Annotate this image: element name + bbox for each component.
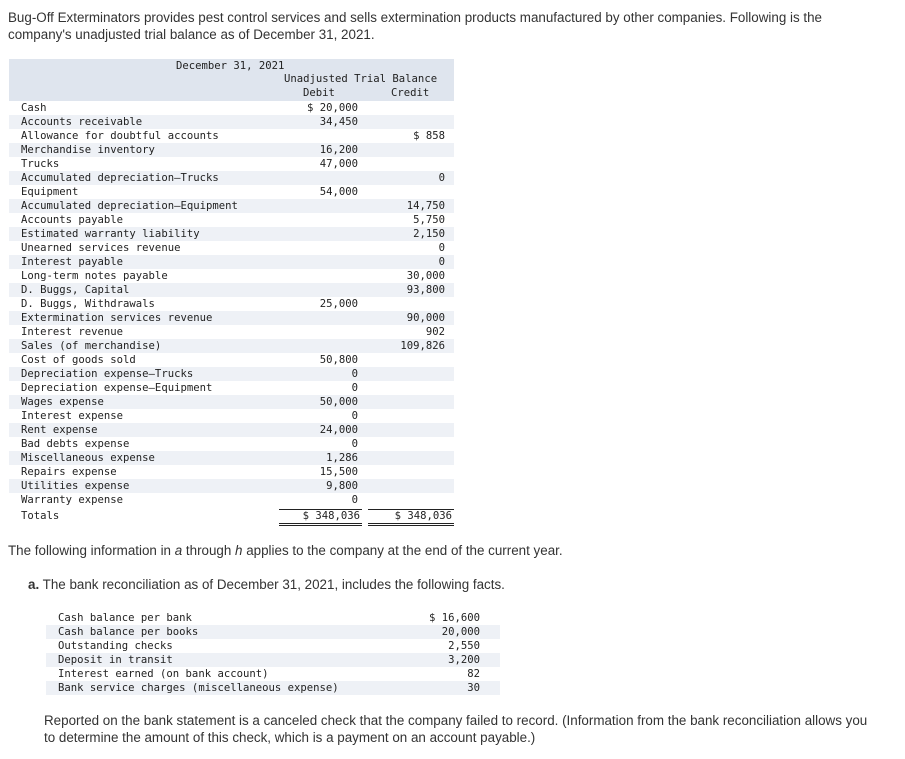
table-row bbox=[9, 199, 454, 213]
list-item bbox=[46, 681, 500, 695]
account-name: Merchandise inventory bbox=[21, 144, 155, 156]
bank-reconciliation-table bbox=[46, 611, 500, 695]
part-a-text: The bank reconciliation as of December 31, 2021, includes the following facts. bbox=[39, 577, 505, 592]
totals-credit: $ 348,036 bbox=[368, 509, 454, 526]
trial-balance-table bbox=[9, 59, 454, 525]
debit-amount: 50,000 bbox=[319, 396, 358, 408]
account-name: Utilities expense bbox=[21, 480, 130, 492]
credit-amount: 30,000 bbox=[406, 270, 445, 282]
closing-paragraph: Reported on the bank statement is a canceled check that the company failed to record. (Information from the bank reconciliation allows you to determine the amount of this check, which is a payment on an account payable.) bbox=[44, 713, 868, 745]
recon-amount: 3,200 bbox=[448, 654, 480, 666]
info-h: h bbox=[235, 543, 243, 558]
credit-amount: 14,750 bbox=[406, 200, 445, 212]
trial-balance-rows bbox=[9, 101, 454, 507]
recon-label: Interest earned (on bank account) bbox=[58, 668, 269, 680]
table-row bbox=[9, 409, 454, 423]
debit-amount: 16,200 bbox=[319, 144, 358, 156]
recon-label: Deposit in transit bbox=[58, 654, 173, 666]
list-item bbox=[46, 611, 500, 625]
table-row bbox=[9, 269, 454, 283]
part-a-label: a. bbox=[28, 577, 40, 592]
table-row bbox=[9, 493, 454, 507]
account-name: Extermination services revenue bbox=[21, 312, 213, 324]
totals-row bbox=[9, 508, 454, 525]
debit-amount: 54,000 bbox=[319, 186, 358, 198]
part-a-heading bbox=[28, 577, 505, 592]
credit-amount: 902 bbox=[425, 326, 445, 338]
table-row bbox=[9, 129, 454, 143]
trial-balance-title: Unadjusted Trial Balance bbox=[284, 73, 438, 85]
debit-amount: 0 bbox=[351, 368, 358, 380]
credit-amount: $ 858 bbox=[413, 130, 445, 142]
credit-amount: 5,750 bbox=[413, 214, 445, 226]
credit-amount: 2,150 bbox=[413, 228, 445, 240]
table-row bbox=[9, 423, 454, 437]
table-row bbox=[9, 227, 454, 241]
table-row bbox=[9, 115, 454, 129]
totals-label: Totals bbox=[21, 510, 60, 522]
debit-amount: 50,800 bbox=[319, 354, 358, 366]
credit-amount: 0 bbox=[438, 256, 445, 268]
debit-amount: 25,000 bbox=[319, 298, 358, 310]
recon-amount: $ 16,600 bbox=[428, 612, 480, 624]
account-name: Sales (of merchandise) bbox=[21, 340, 162, 352]
table-row bbox=[9, 241, 454, 255]
credit-amount: 0 bbox=[438, 172, 445, 184]
account-name: Equipment bbox=[21, 186, 79, 198]
table-row bbox=[9, 297, 454, 311]
info-sentence bbox=[8, 543, 563, 558]
account-name: Cost of goods sold bbox=[21, 354, 136, 366]
account-name: Depreciation expense—Trucks bbox=[21, 368, 194, 380]
account-name: Accounts receivable bbox=[21, 116, 143, 128]
debit-amount: 0 bbox=[351, 494, 358, 506]
debit-amount: 0 bbox=[351, 438, 358, 450]
table-row bbox=[9, 311, 454, 325]
trial-balance-date: December 31, 2021 bbox=[176, 60, 285, 72]
table-row bbox=[9, 213, 454, 227]
account-name: D. Buggs, Withdrawals bbox=[21, 298, 155, 310]
recon-label: Cash balance per books bbox=[58, 626, 199, 638]
credit-amount: 93,800 bbox=[406, 284, 445, 296]
table-row bbox=[9, 185, 454, 199]
table-row bbox=[9, 367, 454, 381]
account-name: Interest expense bbox=[21, 410, 124, 422]
recon-label: Cash balance per bank bbox=[58, 612, 192, 624]
account-name: Rent expense bbox=[21, 424, 98, 436]
info-mid: through bbox=[182, 543, 236, 558]
info-suffix: applies to the company at the end of the current year. bbox=[242, 543, 563, 558]
credit-amount: 0 bbox=[438, 242, 445, 254]
account-name: D. Buggs, Capital bbox=[21, 284, 130, 296]
debit-amount: 24,000 bbox=[319, 424, 358, 436]
account-name: Long-term notes payable bbox=[21, 270, 168, 282]
debit-amount: 34,450 bbox=[319, 116, 358, 128]
account-name: Warranty expense bbox=[21, 494, 124, 506]
list-item bbox=[46, 625, 500, 639]
debit-column-header: Debit bbox=[303, 87, 335, 99]
table-row bbox=[9, 171, 454, 185]
table-row bbox=[9, 465, 454, 479]
totals-debit: $ 348,036 bbox=[279, 509, 362, 526]
account-name: Estimated warranty liability bbox=[21, 228, 200, 240]
credit-column-header: Credit bbox=[391, 87, 430, 99]
intro-paragraph: Bug-Off Exterminators provides pest control services and sells extermination products manufactured by other companies. Following is the company's unadjusted trial balance as of December 31, 2021. bbox=[8, 10, 822, 42]
table-row bbox=[9, 325, 454, 339]
recon-amount: 30 bbox=[467, 682, 480, 694]
table-row bbox=[9, 479, 454, 493]
account-name: Miscellaneous expense bbox=[21, 452, 155, 464]
table-row bbox=[9, 353, 454, 367]
table-row bbox=[9, 283, 454, 297]
debit-amount: 0 bbox=[351, 382, 358, 394]
table-row bbox=[9, 381, 454, 395]
debit-amount: 1,286 bbox=[326, 452, 358, 464]
recon-amount: 2,550 bbox=[448, 640, 480, 652]
account-name: Interest payable bbox=[21, 256, 124, 268]
recon-amount: 20,000 bbox=[441, 626, 480, 638]
table-row bbox=[9, 101, 454, 115]
account-name: Depreciation expense—Equipment bbox=[21, 382, 213, 394]
table-row bbox=[9, 395, 454, 409]
recon-label: Outstanding checks bbox=[58, 640, 173, 652]
account-name: Cash bbox=[21, 102, 47, 114]
credit-amount: 109,826 bbox=[400, 340, 445, 352]
info-prefix: The following information in bbox=[8, 543, 175, 558]
account-name: Wages expense bbox=[21, 396, 104, 408]
debit-amount: 15,500 bbox=[319, 466, 358, 478]
table-row bbox=[9, 255, 454, 269]
account-name: Accounts payable bbox=[21, 214, 124, 226]
table-row bbox=[9, 339, 454, 353]
recon-label: Bank service charges (miscellaneous expense) bbox=[58, 682, 339, 694]
debit-amount: 47,000 bbox=[319, 158, 358, 170]
account-name: Trucks bbox=[21, 158, 60, 170]
account-name: Interest revenue bbox=[21, 326, 124, 338]
table-row bbox=[9, 451, 454, 465]
account-name: Repairs expense bbox=[21, 466, 117, 478]
account-name: Accumulated depreciation—Equipment bbox=[21, 200, 238, 212]
credit-amount: 90,000 bbox=[406, 312, 445, 324]
debit-amount: $ 20,000 bbox=[306, 102, 358, 114]
account-name: Allowance for doubtful accounts bbox=[21, 130, 219, 142]
list-item bbox=[46, 653, 500, 667]
list-item bbox=[46, 667, 500, 681]
account-name: Accumulated depreciation—Trucks bbox=[21, 172, 219, 184]
info-a: a bbox=[174, 543, 183, 558]
table-row bbox=[9, 143, 454, 157]
recon-amount: 82 bbox=[467, 668, 480, 680]
debit-amount: 0 bbox=[351, 410, 358, 422]
trial-balance-header bbox=[9, 59, 454, 101]
debit-amount: 9,800 bbox=[326, 480, 358, 492]
account-name: Unearned services revenue bbox=[21, 242, 181, 254]
account-name: Bad debts expense bbox=[21, 438, 130, 450]
list-item bbox=[46, 639, 500, 653]
table-row bbox=[9, 437, 454, 451]
table-row bbox=[9, 157, 454, 171]
